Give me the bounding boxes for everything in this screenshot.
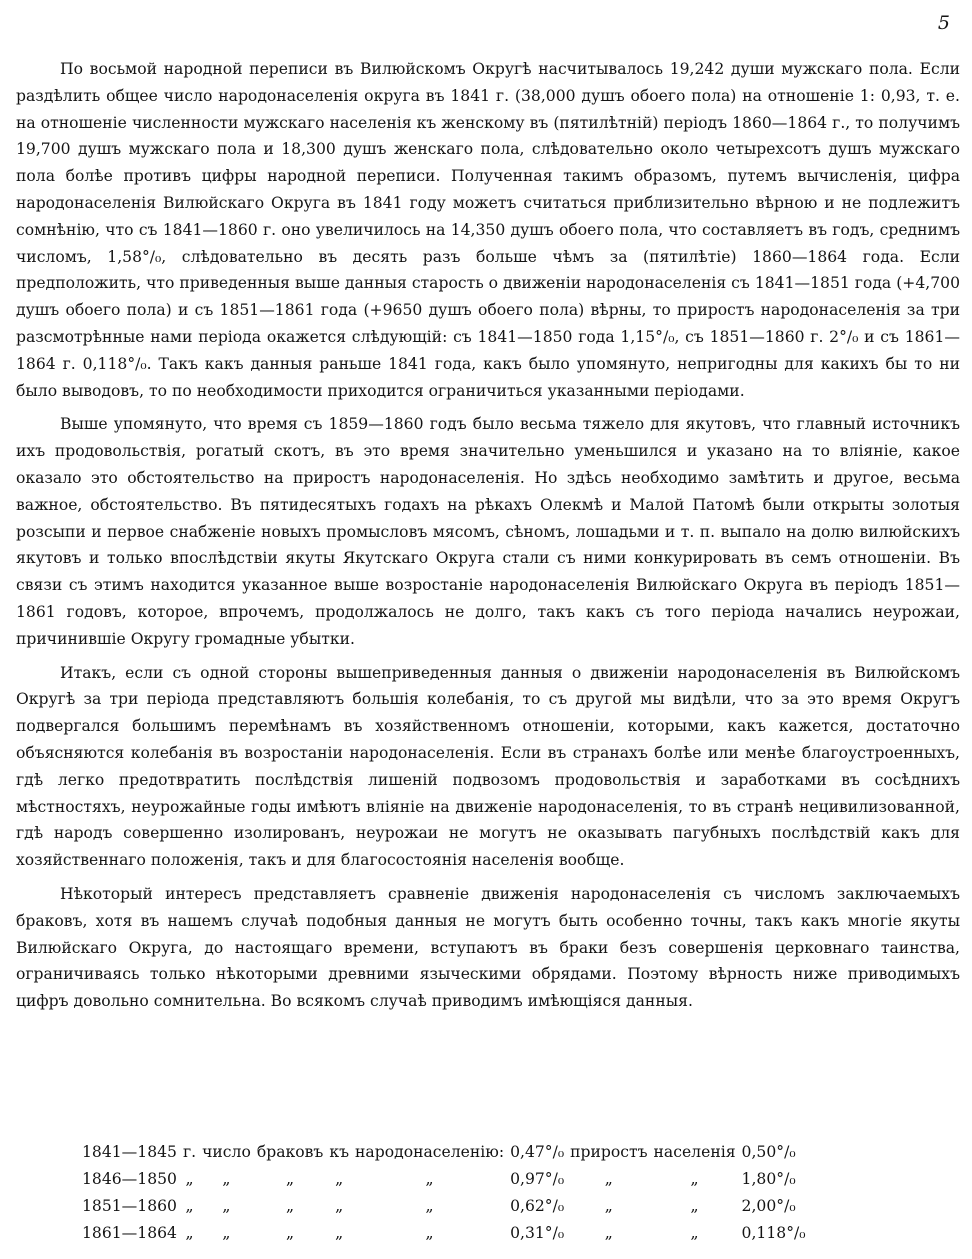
paragraph: Выше упомянуто, что время съ 1859—1860 годъ было весьма тяжело для якутовъ, что главный источникъ ихъ продовольствія, рогатый скотъ, въ это время значительно уменьшился и указано на то вліяніе, какое оказало это обстоятельство на приростъ народонаселенія. Но здѣсь необходимо замѣтить и другое, весьма важное, обстоятельство. Въ пятидесятыхъ годахъ на рѣкахъ Олекмѣ и Малой Патомѣ были открыты золотыя розсыпи и первое снабженіе новыхъ промысловъ мясомъ, сѣномъ, лошадьми и т. п. выпало на долю вилюйскихъ якутовъ и только впослѣдствіи якуты Якутскаго Округа стали съ ними конкурировать въ семъ отношеніи. Въ связи съ этимъ находится указанное выше возростаніе народонаселенія Вилюйскаго Округа въ періодъ 1851—1861 годовъ, которое, впрочемъ, продолжалось не долго, такъ какъ съ того періода начались неурожаи, причинившіе Округу громадные убытки. <box>16 415 960 648</box>
ditto-mark: „ <box>222 1223 231 1242</box>
table-row <box>82 1165 812 1192</box>
ditto-mark: „ <box>604 1169 613 1188</box>
period-cell: 1861—1864 <box>82 1223 177 1242</box>
ditto-mark: „ <box>335 1223 344 1242</box>
ditto-mark: „ <box>185 1196 194 1215</box>
marriages-cell: 0,47°/₀ <box>510 1142 565 1161</box>
ditto-mark: „ <box>335 1196 344 1215</box>
table-row <box>82 1192 812 1219</box>
text-cell: народонаселенію: <box>355 1142 505 1161</box>
ditto-mark: „ <box>286 1223 295 1242</box>
table-row <box>82 1138 812 1165</box>
ditto-mark: „ <box>425 1196 434 1215</box>
ditto-mark: „ <box>690 1169 699 1188</box>
growth-cell: 1,80°/₀ <box>741 1169 796 1188</box>
ditto-mark: „ <box>604 1196 613 1215</box>
ditto-mark: „ <box>185 1169 194 1188</box>
growth-cell: 0,118°/₀ <box>741 1223 806 1242</box>
ditto-mark: „ <box>690 1196 699 1215</box>
growth-cell: 2,00°/₀ <box>741 1196 796 1215</box>
body-text <box>16 56 960 1022</box>
marriage-growth-table <box>82 1138 812 1246</box>
ditto-mark: „ <box>335 1169 344 1188</box>
text-cell: браковъ <box>256 1142 324 1161</box>
table-row <box>82 1219 812 1246</box>
ditto-mark: „ <box>286 1196 295 1215</box>
text-cell: населенія <box>653 1142 736 1161</box>
marriages-cell: 0,31°/₀ <box>510 1223 565 1242</box>
ditto-mark: „ <box>425 1223 434 1242</box>
page-number: 5 <box>937 12 950 34</box>
period-cell: 1846—1850 <box>82 1169 177 1188</box>
growth-cell: 0,50°/₀ <box>741 1142 796 1161</box>
text-cell: къ <box>329 1142 350 1161</box>
paragraph: По восьмой народной переписи въ Вилюйскомъ Округѣ насчитывалось 19,242 души мужскаго пола. Если раздѣлить общее число народонаселенія округа въ 1841 г. (38,000 душъ обоего пола) на отношеніе 1: 0,93, т. е. на отношеніе численности мужскаго населенія къ женскому въ (пятилѣтній) періодъ 1860—1864 г., то получимъ 19,700 душъ мужскаго пола и 18,300 душъ женскаго пола, слѣдовательно около четырехсотъ душъ мужскаго пола болѣе противъ цифры народной переписи. Полученная такимъ образомъ, путемъ вычисленія, цифра народонаселенія Вилюйскаго Округа въ 1841 году можетъ считаться приблизительно вѣрною и не подлежитъ сомнѣнію, что съ 1841—1860 г. оно увеличилось на 14,350 душъ обоего пола, что составляетъ въ годъ, среднимъ числомъ, 1,58°/₀, слѣдовательно въ десять разъ больше чѣмъ за (пятилѣтіе) 1860—1864 года. Если предположить, что приведенныя выше данныя старость о движеніи народонаселенія съ 1841—1851 года (+4,700 душъ обоего пола) и съ 1851—1861 года (+9650 душъ обоего пола) вѣрны, то приростъ народонаселенія за три разсмотрѣнные нами періода окажется слѣдующій: съ 1841—1850 года 1,15°/₀, съ 1851—1860 г. 2°/₀ и съ 1861—1864 г. 0,118°/₀. Такъ какъ данныя раньше 1841 года, какъ было упомянуто, непригодны для какихъ бы то ни было выводовъ, то по необходимости приходится ограничиться указанными періодами. <box>16 60 960 400</box>
ditto-mark: „ <box>286 1169 295 1188</box>
ditto-mark: „ <box>690 1223 699 1242</box>
marriages-cell: 0,62°/₀ <box>510 1196 565 1215</box>
text-cell: число <box>202 1142 251 1161</box>
ditto-mark: „ <box>222 1196 231 1215</box>
paragraph: Итакъ, если съ одной стороны вышеприведенныя данныя о движеніи народонаселенія въ Вилюйскомъ Округѣ за три періода представляютъ большія колебанія, то съ другой мы видѣли, что за это время Округъ подвергался большимъ перемѣнамъ въ хозяйственномъ отношеніи, которыми, какъ кажется, достаточно объясняются колебанія въ возростаніи народонаселенія. Если въ странахъ болѣе или менѣе благоустроенныхъ, гдѣ легко предотвратить послѣдствія лишеній подвозомъ продовольствія и заработками въ сосѣднихъ мѣстностяхъ, неурожайные годы имѣютъ вліяніе на движеніе народонаселенія, то въ странѣ нецивилизованной, гдѣ народъ совершенно изолированъ, неурожаи не могутъ не оказывать пагубныхъ послѣдствій какъ для хозяйственнаго положенія, такъ и для благосостоянія населенія вообще. <box>16 663 960 870</box>
period-cell: 1841—1845 <box>82 1142 177 1161</box>
ditto-mark: „ <box>425 1169 434 1188</box>
marriages-cell: 0,97°/₀ <box>510 1169 565 1188</box>
text-cell: г. <box>182 1142 197 1161</box>
ditto-mark: „ <box>185 1223 194 1242</box>
ditto-mark: „ <box>604 1223 613 1242</box>
paragraph: Нѣкоторый интересъ представляетъ сравненіе движенія народонаселенія съ числомъ заключаемыхъ браковъ, хотя въ нашемъ случаѣ подобныя данныя не могутъ быть особенно точны, такъ какъ многіе якуты Вилюйскаго Округа, до настоящаго времени, вступаютъ въ браки безъ совершенія церковнаго таинства, ограничиваясь только нѣкоторыми древними языческими обрядами. Поэтому вѣрность ниже приводимыхъ цифръ довольно сомнительна. Во всякомъ случаѣ приводимъ имѣющіяся данныя. <box>16 884 960 1011</box>
period-cell: 1851—1860 <box>82 1196 177 1215</box>
ditto-mark: „ <box>222 1169 231 1188</box>
text-cell: приростъ <box>570 1142 648 1161</box>
